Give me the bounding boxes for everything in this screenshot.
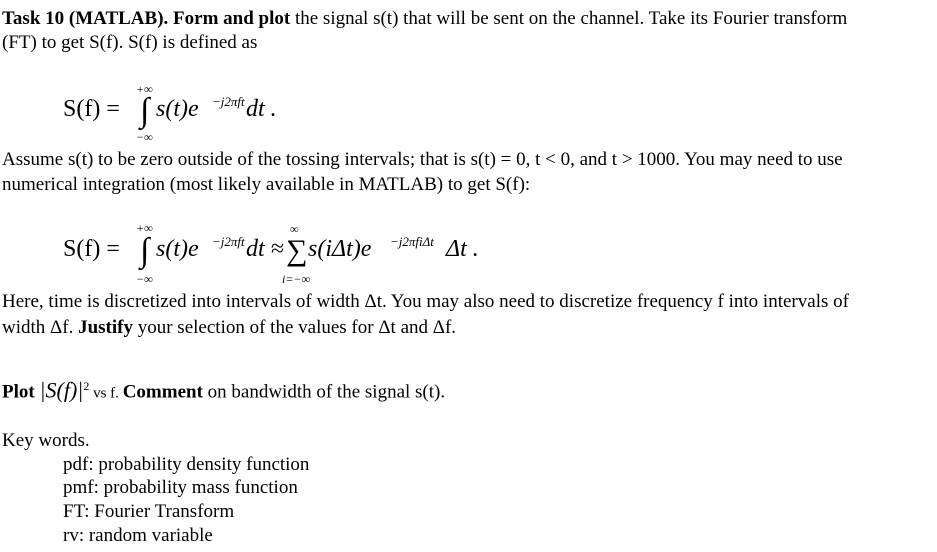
eq1-integral-sign: ∫	[140, 92, 150, 129]
eq1-lower-limit: −∞	[136, 130, 153, 144]
keyword-item: pdf: probability density function	[63, 454, 310, 475]
task-line-2: (FT) to get S(f). S(f) is defined as	[2, 32, 258, 53]
plot-vs: vs f.	[89, 385, 123, 402]
keyword-item: FT: Fourier Transform	[63, 501, 235, 522]
assume-line-1: Assume s(t) to be zero outside of the tossing intervals; that is s(t) = 0, t < 0, and t > 1000. You may need to use	[2, 149, 843, 170]
justify-label: Justify	[78, 317, 133, 338]
form-plot-label: Form and plot	[173, 8, 291, 29]
keyword-item: pmf: probability mass function	[63, 477, 298, 498]
discretize-line-2-b: your selection of the values for Δt and Δf.	[132, 317, 457, 338]
plot-power: 2	[83, 379, 90, 393]
eq2-mid: dt ≈	[246, 236, 284, 262]
eq2-integral-sign: ∫	[140, 232, 150, 269]
discretize-line-2-a: width Δf.	[2, 317, 79, 338]
plot-expression: |S(f)|	[39, 377, 84, 403]
eq1-integrand: s(t)e	[156, 96, 199, 122]
eq2-sum-lower: i=−∞	[282, 272, 311, 286]
eq2-sum-sign: ∑	[286, 234, 308, 267]
eq1-lhs: S(f) =	[63, 96, 120, 122]
eq1-upper-limit: +∞	[136, 82, 153, 96]
eq1-exponent: −j2πft	[212, 94, 245, 109]
keyword-item: rv: random variable	[63, 525, 213, 546]
eq2-sum-exponent: −j2πfiΔt	[390, 234, 434, 249]
discretize-line-2	[2, 316, 456, 340]
keywords-title: Key words.	[2, 430, 90, 451]
plot-line	[2, 374, 445, 405]
task-heading: Task 10 (MATLAB).	[2, 8, 169, 29]
eq2-integrand: s(t)e	[156, 236, 199, 262]
discretize-line-1: Here, time is discretized into intervals of width Δt. You may also need to discretize frequency f into intervals of	[2, 291, 849, 312]
comment-label: Comment	[122, 381, 203, 403]
eq2-tail: Δt .	[446, 236, 479, 262]
eq2-sum-term: s(iΔt)e	[308, 236, 372, 262]
eq1-tail: dt .	[246, 96, 277, 122]
plot-label: Plot	[2, 381, 35, 403]
plot-rest: on bandwidth of the signal s(t).	[202, 381, 446, 403]
assume-line-2: numerical integration (most likely available in MATLAB) to get S(f):	[2, 174, 531, 195]
task-line-1	[2, 7, 847, 31]
eq2-lhs: S(f) =	[63, 236, 120, 262]
eq2-upper-limit: +∞	[136, 221, 153, 235]
eq2-sum-upper: ∞	[290, 222, 299, 236]
task-line-1-rest: the signal s(t) that will be sent on the channel. Take its Fourier transform	[290, 8, 848, 29]
eq2-exponent: −j2πft	[212, 234, 245, 249]
eq2-lower-limit: −∞	[136, 272, 153, 286]
